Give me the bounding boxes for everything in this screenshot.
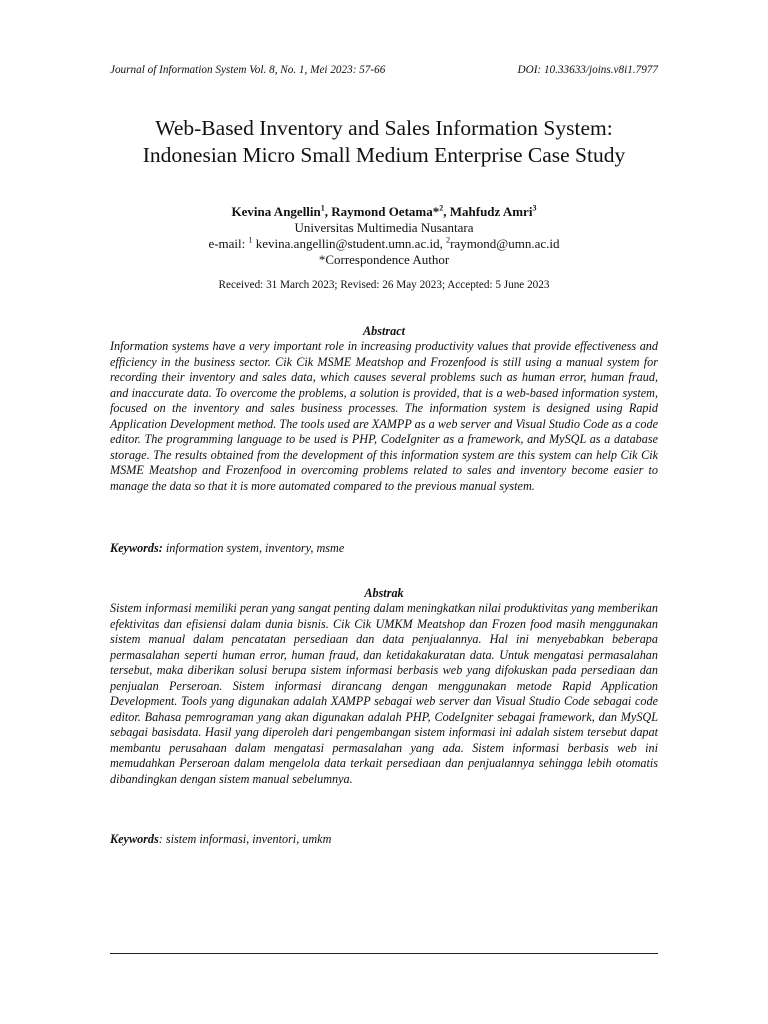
abstrak-text: Sistem informasi memiliki peran yang sangat penting dalam meningkatkan nilai produktivitas yang memberikan efektivitas dan efisiensi dalam dunia bisnis. Cik Cik UMKM Meatshop dan Frozen food masih menggunakan sistem manual dalam pencatatan persediaan dan data penjualannya. Hal ini menyebabkan beberapa permasalahan seperti human error, human fraud, dan ketidakakuratan data. Untuk mengatasi permasalahan tersebut, maka diberikan solusi berupa sistem informasi berbasis web yang difokuskan pada persediaan dan penjualan Perseroan. Sistem informasi dirancang dengan menggunakan metode Rapid Application Development. Tools yang digunakan adalah XAMPP sebagai web server dan Visual Studio Code sebagai code editor. Bahasa pemrograman yang akan digunakan adalah PHP, CodeIgniter sebagai framework, dan MySQL sebagai basisdata. Hasil yang diperoleh dari pengembangan sistem informasi ini adalah sistem tersebut dapat membantu perusahaan dalam mengatasi permasalahan yang ada. Sistem informasi berbasis web ini memudahkan Perseroan dalam mengelola data terkait persediaan dan penjualannya sehingga lebih otomatis dibandingkan dengan sistem manual sebelumnya. [110,601,658,786]
author-1: Kevina Angellin [231,204,321,219]
paper-title [60,115,708,169]
abstract-text: Information systems have a very important role in increasing productivity values that provide effectiveness and efficiency in the business sector. Cik Cik MSME Meatshop and Frozenfood is still using a manual system for recording their inventory and sales data, which causes several problems such as human error, human fraud, and inaccurate data. To overcome the problems, a solution is provided, that is a web-based information system, focused on the inventory and sales business processes. The information system is designed using Rapid Application Development method. The tools used are XAMPP as a web server and Visual Studio Code as a code editor. The programming language to be used is PHP, CodeIgniter as a framework, and MySQL as a database storage. The results obtained from the development of this information system are this system can help Cik Cik MSME Meatshop and Frozenfood in overcoming problems related to sales and inventory become easier to manage the data so that it is more automated compared to the previous manual system. [110,339,658,493]
doi: DOI: 10.33633/joins.v8i1.7977 [517,64,658,76]
author-1-affil: 1 [320,203,325,213]
author-2: Raymond Oetama* [331,204,440,219]
abstrak-heading: Abstrak [364,586,404,600]
email-1: kevina.angellin@student.umn.ac.id, [252,236,447,251]
abstract-heading: Abstract [363,324,405,338]
running-header [110,64,658,76]
email-line [60,236,708,252]
author-names: Kevina Angellin$^1$, Raymond Oetama*$^2$, Mahfudz Amri$^3$ [231,203,537,219]
author-3: Mahfudz Amri [449,204,533,219]
kata-kunci-text: : sistem informasi, inventori, umkm [158,832,332,846]
title-line-1: Web-Based Inventory and Sales Information System: [155,116,613,140]
affiliation: Universitas Multimedia Nusantara [294,220,474,235]
author-block [60,204,708,268]
journal-citation: Journal of Information System Vol. 8, No. 1, Mei 2023: 57-66 [110,64,386,76]
author-3-affil: 3 [532,203,537,213]
abstract-keywords [110,541,658,557]
email-1-sup: 1 [248,235,253,245]
submission-dates: Received: 31 March 2023; Revised: 26 May 2023; Accepted: 5 June 2023 [218,279,550,291]
kata-kunci-label: Keywords [110,832,159,846]
email-2-sup: 2 [446,235,451,245]
email-prefix: e-mail: [208,236,249,251]
keywords-label: Keywords: [110,541,163,555]
abstrak-keywords [110,832,658,848]
correspondence-note: *Correspondence Author [318,252,450,267]
keywords-text: information system, inventory, msme [162,541,345,555]
author-2-affil: 2 [439,203,444,213]
title-line-2: Indonesian Micro Small Medium Enterprise Case Study [142,143,626,167]
email-2: raymond@umn.ac.id [450,236,560,251]
footer-divider [110,953,658,954]
